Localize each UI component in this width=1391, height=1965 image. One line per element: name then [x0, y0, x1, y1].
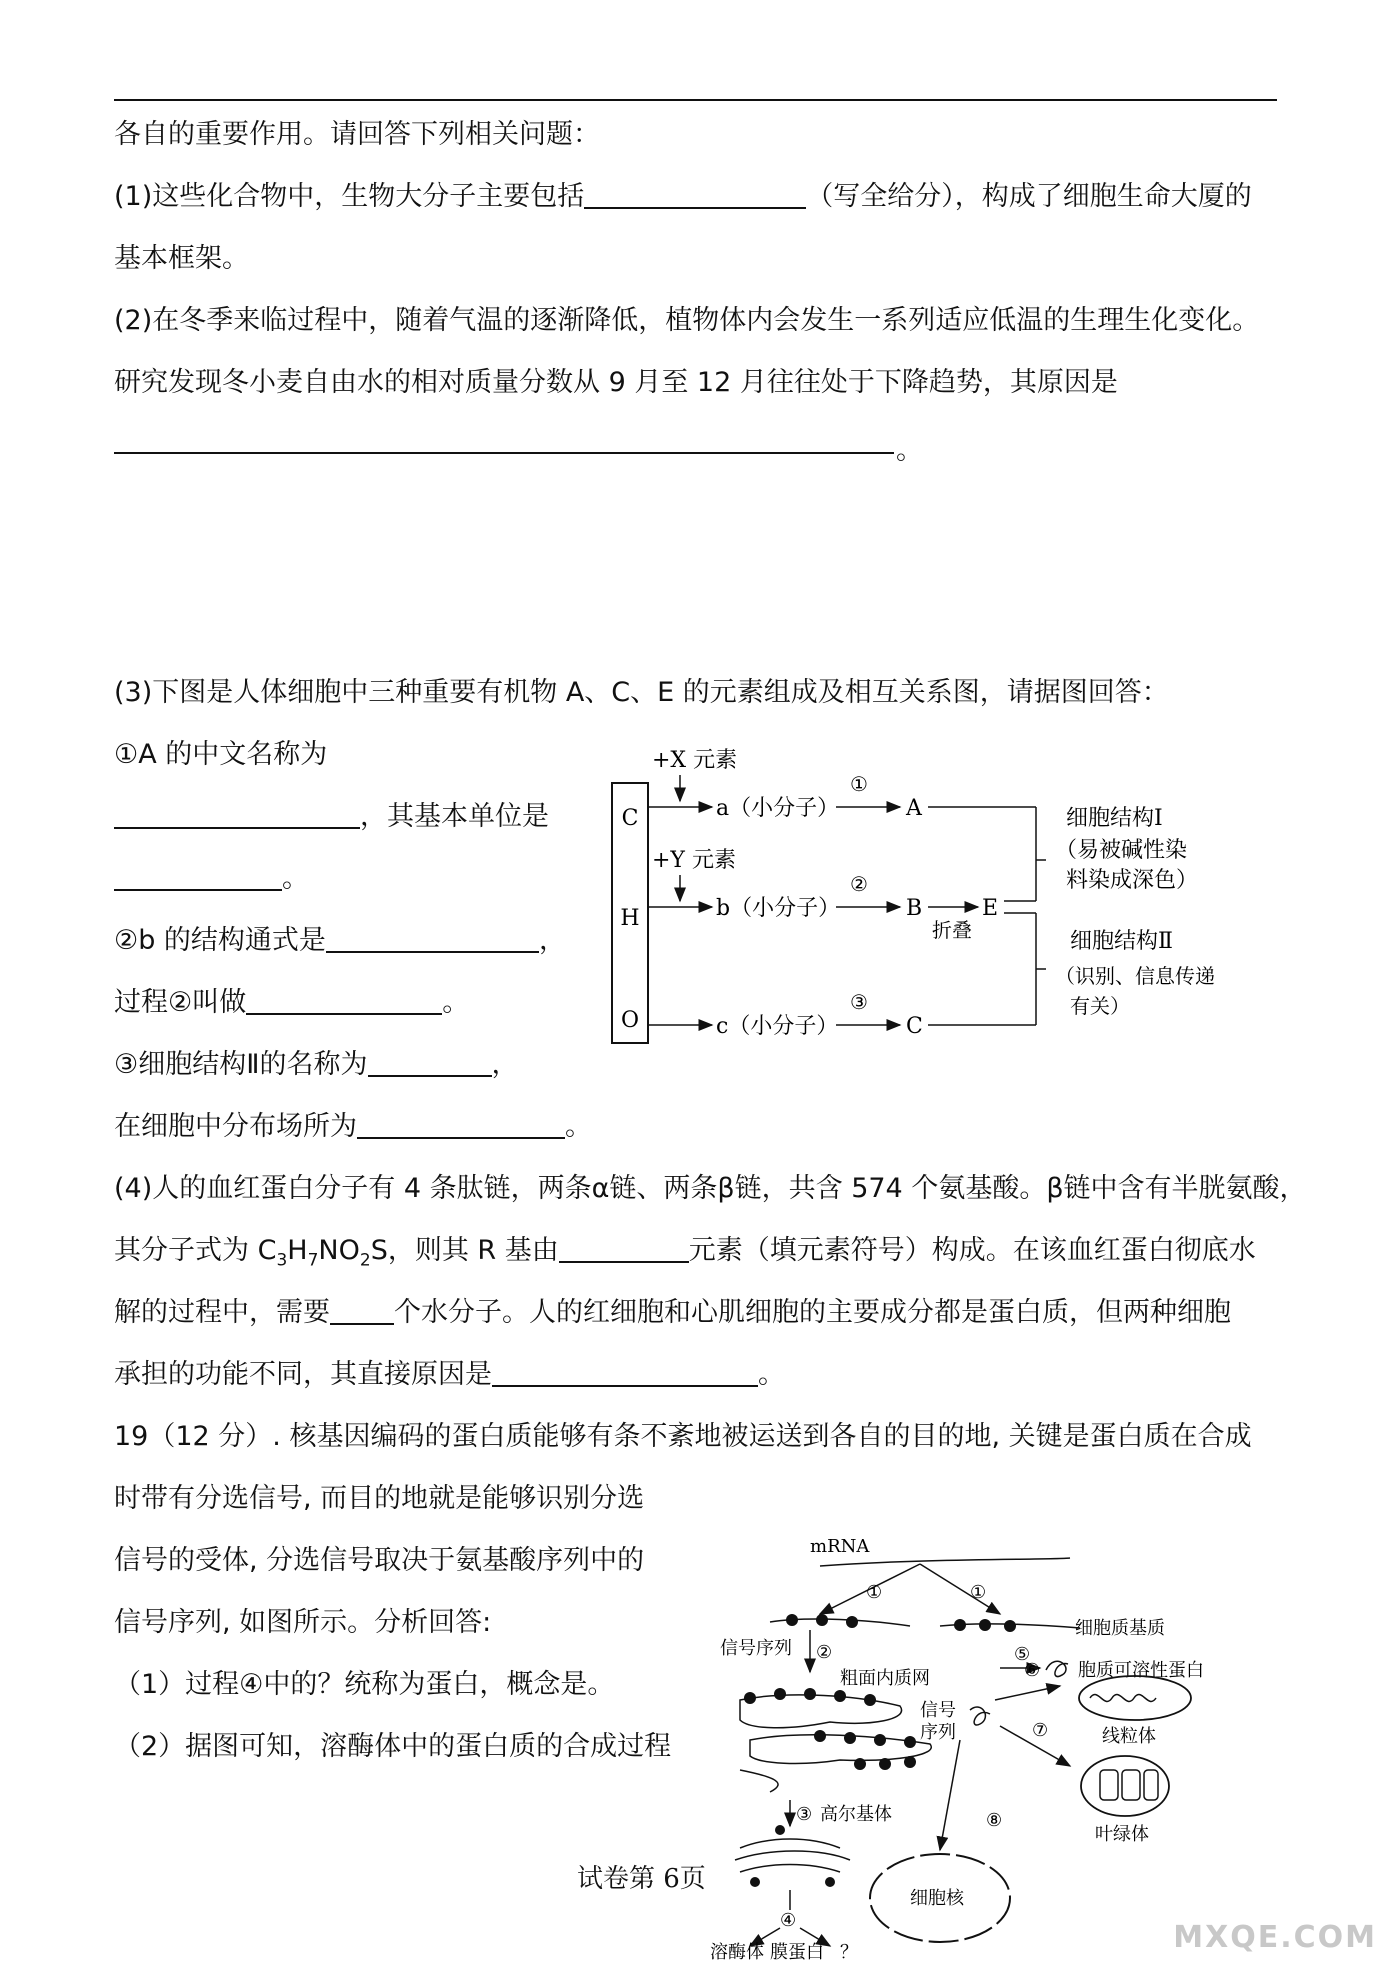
sub-2: 2	[359, 1250, 371, 1271]
watermark: MXQE.COM	[1173, 1920, 1377, 1955]
compound-b: B	[906, 896, 923, 921]
answer-blank-a-name[interactable]	[114, 801, 360, 829]
lysosome-label: 溶酶体	[710, 1942, 764, 1960]
protein-sorting-diagram	[710, 1530, 1290, 1960]
struct2-note-2: 有关）	[1070, 994, 1130, 1018]
step-3: ③	[850, 990, 868, 1014]
step-1-right: ①	[970, 1582, 987, 1603]
q4-line-3	[114, 1296, 1231, 1330]
q3-comma: ，	[538, 925, 566, 956]
q4-line-2	[114, 1234, 1256, 1277]
q3-process-text: 过程②叫做	[114, 987, 247, 1018]
question-3: (3)下图是人体细胞中三种重要有机物 A、C、E 的元素组成及相互关系图，请据图回答：	[114, 677, 1169, 708]
q3-line-4	[114, 924, 566, 958]
mitochondrion	[1079, 1676, 1191, 1720]
q3-location-text: 在细胞中分布场所为	[114, 1111, 357, 1142]
q4-water-text: 解的过程中，需要	[114, 1297, 330, 1328]
q4-line-4	[114, 1358, 785, 1392]
question-mark-label: ？	[840, 1942, 858, 1960]
small-molecule-a: a（小分子）	[716, 796, 840, 821]
golgi-label: 高尔基体	[820, 1804, 892, 1825]
top-rule	[114, 99, 1277, 101]
question-2: (2)在冬季来临过程中，随着气温的逐渐降低，植物体内会发生一系列适应低温的生理生化变化。	[114, 305, 1260, 336]
answer-blank-location[interactable]	[357, 1111, 565, 1139]
struct2-title: 细胞结构Ⅱ	[1070, 929, 1173, 954]
q4-formula-a: 其分子式为 C	[114, 1235, 277, 1266]
q19-line-3: 信号的受体, 分选信号取决于氨基酸序列中的	[114, 1545, 645, 1576]
small-molecule-c: c（小分子）	[716, 1014, 839, 1039]
q3-b-text: ②b 的结构通式是	[114, 925, 326, 956]
formula-no: NO	[318, 1235, 360, 1266]
q3-period-2: 。	[442, 987, 470, 1018]
answer-blank-a-unit[interactable]	[114, 863, 282, 891]
step-2: ②	[816, 1642, 833, 1663]
step-1: ①	[850, 772, 868, 796]
element-h: H	[620, 906, 640, 931]
formula-s: S，则其 R 基由	[370, 1235, 559, 1266]
membrane-protein-label: 膜蛋白	[770, 1942, 824, 1960]
answer-blank-q1[interactable]	[584, 181, 806, 209]
question-4: (4)人的血红蛋白分子有 4 条肽链，两条α链、两条β链，共含 574 个氨基酸。β链中含有半胱氨酸，	[114, 1173, 1307, 1204]
q3-struct-text: ③细胞结构Ⅱ的名称为	[114, 1049, 368, 1080]
er-shape	[740, 1695, 902, 1728]
mrna-strand	[820, 1558, 1070, 1566]
q3-line-3	[114, 862, 309, 896]
fold-label: 折叠	[932, 918, 972, 942]
sub-7: 7	[307, 1250, 319, 1271]
q3-text: ，其基本单位是	[360, 801, 549, 832]
answer-blank-b-formula[interactable]	[326, 925, 539, 953]
sub-3: 3	[276, 1250, 288, 1271]
answer-blank-process[interactable]	[246, 987, 442, 1015]
step-2: ②	[850, 872, 868, 896]
q2-period: 。	[896, 435, 923, 466]
q3-period: 。	[282, 863, 309, 894]
answer-blank-elements[interactable]	[559, 1235, 689, 1263]
step-8: ⑧	[986, 1810, 1003, 1831]
step-3: ③	[796, 1804, 813, 1825]
struct1-note-1: （易被碱性染	[1055, 838, 1188, 863]
q3-line-5	[114, 986, 469, 1020]
answer-blank-reason[interactable]	[492, 1359, 758, 1387]
question-1	[114, 180, 1252, 214]
q19-sub-1: （1）过程④中的？统称为蛋白，概念是。	[114, 1669, 615, 1700]
q3-line-2	[114, 800, 549, 834]
text-line-5: 研究发现冬小麦自由水的相对质量分数从 9 月至 12 月往往处于下降趋势，其原因是	[114, 367, 1118, 398]
mrna-label: mRNA	[810, 1536, 870, 1557]
text-line-3: 基本框架。	[114, 243, 249, 274]
signal-label-2b: 序列	[920, 1722, 956, 1743]
compound-e: E	[982, 896, 999, 921]
q19-sub-2: （2）据图可知，溶酶体中的蛋白质的合成过程	[114, 1731, 672, 1762]
answer-blank-struct2[interactable]	[368, 1049, 492, 1077]
struct1-title: 细胞结构Ⅰ	[1066, 806, 1163, 831]
q1-text-a: (1)这些化合物中，生物大分子主要包括	[114, 181, 585, 212]
step-1-left: ①	[866, 1582, 883, 1603]
q4-text-c: 个水分子。人的红细胞和心肌细胞的主要成分都是蛋白质，但两种细胞	[394, 1297, 1231, 1328]
q19-line-4: 信号序列, 如图所示。分析回答:	[114, 1607, 492, 1638]
compound-c: C	[906, 1014, 923, 1039]
small-molecule-b: b（小分子）	[716, 896, 841, 921]
signal-sequence-label-1: 信号序列	[720, 1638, 792, 1659]
element-c: C	[621, 806, 639, 831]
soluble-protein-label: 胞质可溶性蛋白	[1078, 1660, 1204, 1681]
y-element-label: +Y 元素	[652, 848, 736, 873]
q3-line-7	[114, 1110, 592, 1144]
signal-label-2a: 信号	[920, 1700, 956, 1721]
text-line-1: 各自的重要作用。请回答下列相关问题：	[114, 119, 600, 150]
q4-text-b: 元素（填元素符号）构成。在该血红蛋白彻底水	[688, 1235, 1256, 1266]
chloroplast-label: 叶绿体	[1095, 1824, 1149, 1845]
q1-text-b: （写全给分），构成了细胞生命大厦的	[806, 181, 1252, 212]
formula-h: H	[287, 1235, 308, 1266]
question-19: 19（12 分）. 核基因编码的蛋白质能够有条不紊地被运送到各自的目的地, 关键是蛋白质在合成	[114, 1421, 1252, 1452]
rough-er-label: 粗面内质网	[840, 1668, 930, 1689]
step-5: ⑤	[1014, 1644, 1031, 1665]
q3-line-6	[114, 1048, 519, 1082]
answer-blank-water[interactable]	[330, 1297, 394, 1325]
struct2-note-1: （识别、信息传递	[1055, 964, 1215, 988]
q19-line-2: 时带有分选信号, 而目的地就是能够识别分选	[114, 1483, 645, 1514]
q3-comma-2: ，	[491, 1049, 519, 1080]
compound-a: A	[906, 796, 922, 821]
cytosol-label: 细胞质基质	[1075, 1618, 1165, 1639]
x-element-label: +X 元素	[652, 748, 738, 773]
chloroplast	[1081, 1756, 1169, 1816]
organic-compound-diagram	[600, 735, 1270, 1055]
step-4: ④	[780, 1910, 797, 1931]
step-6: ⑥	[1024, 1660, 1041, 1681]
element-o: O	[620, 1008, 640, 1033]
q3-period-3: 。	[565, 1111, 592, 1142]
q4-reason-text: 承担的功能不同，其直接原因是	[114, 1359, 492, 1390]
page-footer: 试卷第 6页	[577, 1864, 706, 1894]
q3-line-1: ①A 的中文名称为	[114, 739, 328, 770]
step-7: ⑦	[1032, 1720, 1049, 1741]
answer-blank-q2[interactable]	[114, 452, 894, 454]
struct1-note-2: 料染成深色）	[1066, 868, 1199, 893]
mitochondrion-label: 线粒体	[1102, 1726, 1156, 1747]
q4-period: 。	[758, 1359, 785, 1390]
golgi-body	[735, 1839, 850, 1872]
nucleus-label: 细胞核	[910, 1888, 964, 1909]
